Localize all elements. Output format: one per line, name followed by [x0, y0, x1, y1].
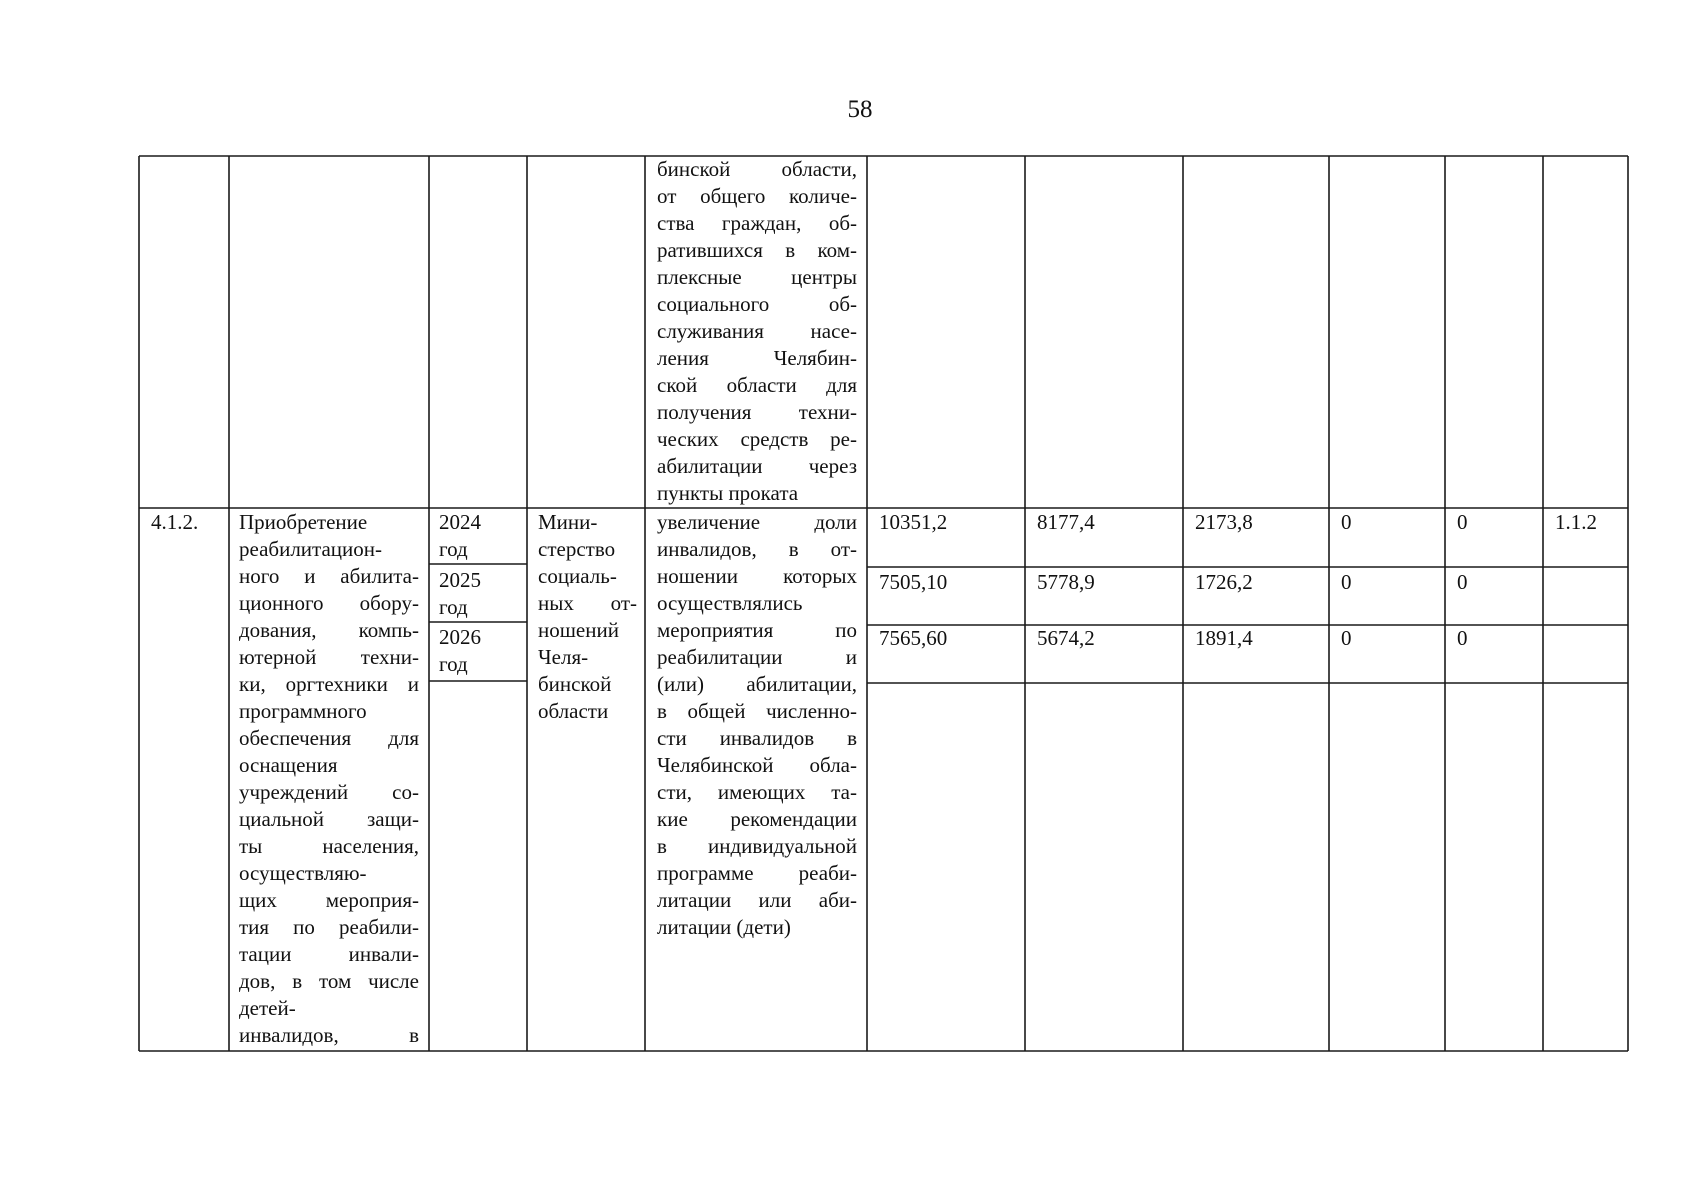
text-line: служивания насе-	[657, 319, 857, 343]
text-line: реабилитации и	[657, 645, 857, 669]
text-line: ратившихся в ком-	[657, 238, 857, 262]
text-line: ютерной техни-	[239, 645, 419, 669]
text-line: Мини-	[538, 510, 598, 534]
row-number: 4.1.2.	[151, 510, 199, 534]
text-line: стерство	[538, 537, 616, 561]
link-code: 1.1.2	[1555, 510, 1597, 534]
text-line: абилитации через	[657, 454, 857, 478]
text-line: инвалидов, в	[239, 1023, 419, 1047]
text-line: социального об-	[657, 292, 857, 316]
text-line: тия по реабили-	[239, 915, 419, 939]
text-line: литации (дети)	[657, 915, 791, 939]
year-2026: 2026 год	[439, 625, 481, 676]
other-2025: 0	[1457, 570, 1468, 594]
text-line: от общего количе-	[657, 184, 857, 208]
total-2025: 7505,10	[879, 570, 948, 594]
text-line: пункты проката	[657, 481, 799, 505]
text-line: тации инвали-	[239, 942, 419, 966]
text-line: ческих средств ре-	[657, 427, 857, 451]
total-2024: 10351,2	[879, 510, 948, 534]
text-line: щих мероприя-	[239, 888, 419, 912]
year-2025: 2025 год	[439, 568, 481, 619]
text-line: осуществляю-	[239, 861, 367, 885]
text-line: бинской области,	[657, 157, 857, 181]
text-line: реабилитацион-	[239, 537, 383, 561]
text-line: ты населения,	[239, 834, 419, 858]
text-line: циальной защи-	[239, 807, 419, 831]
federal-2024: 2173,8	[1195, 510, 1253, 534]
text-line: Челя-	[538, 645, 589, 669]
text-line: программе реаби-	[657, 861, 857, 885]
local-2024: 0	[1341, 510, 1352, 534]
text-line: получения техни-	[657, 400, 857, 424]
text-line: инвалидов, в от-	[657, 537, 857, 561]
text-line: ношений	[538, 618, 619, 642]
text-line: сти, имеющих та-	[657, 780, 857, 804]
text-line: дов, в том числе	[239, 969, 419, 993]
text-line: программного	[239, 699, 367, 723]
text-line: социаль-	[538, 564, 617, 588]
federal-2026: 1891,4	[1195, 626, 1253, 650]
event-name	[239, 509, 419, 1049]
text-line: Приобретение	[239, 510, 368, 534]
text-line: ства граждан, об-	[657, 211, 857, 235]
text-line: оснащения	[239, 753, 338, 777]
text-line: мероприятия по	[657, 618, 857, 642]
regional-2024: 8177,4	[1037, 510, 1095, 534]
local-2025: 0	[1341, 570, 1352, 594]
regional-2026: 5674,2	[1037, 626, 1095, 650]
text-line: бинской	[538, 672, 612, 696]
text-line: ного и абилита-	[239, 564, 419, 588]
text-line: ных от-	[538, 591, 637, 615]
executor	[538, 509, 637, 725]
continuation-indicator	[657, 156, 857, 507]
local-2026: 0	[1341, 626, 1352, 650]
text-line: ления Челябин-	[657, 346, 857, 370]
text-line: Челябинской обла-	[657, 753, 857, 777]
text-line: ношении которых	[657, 564, 857, 588]
federal-2025: 1726,2	[1195, 570, 1253, 594]
regional-2025: 5778,9	[1037, 570, 1095, 594]
text-line: сти инвалидов в	[657, 726, 857, 750]
other-2024: 0	[1457, 510, 1468, 534]
text-line: увеличение доли	[657, 510, 857, 534]
text-line: ки, оргтехники и	[239, 672, 419, 696]
text-line: кие рекомендации	[657, 807, 857, 831]
text-line: области	[538, 699, 609, 723]
text-line: обеспечения для	[239, 726, 419, 750]
text-line: ской области для	[657, 373, 857, 397]
other-2026: 0	[1457, 626, 1468, 650]
text-line: в индивидуальной	[657, 834, 857, 858]
text-line: литации или аби-	[657, 888, 857, 912]
text-line: (или) абилитации,	[657, 672, 857, 696]
text-line: дования, компь-	[239, 618, 419, 642]
text-line: в общей численно-	[657, 699, 857, 723]
page-number: 58	[847, 96, 873, 123]
text-line: детей-	[239, 996, 296, 1020]
text-line: учреждений со-	[239, 780, 419, 804]
indicator	[657, 509, 857, 941]
text-line: плексные центры	[657, 265, 857, 289]
total-2026: 7565,60	[879, 626, 948, 650]
text-line: ционного обору-	[239, 591, 419, 615]
year-2024: 2024 год	[439, 510, 481, 561]
text-line: осуществлялись	[657, 591, 803, 615]
